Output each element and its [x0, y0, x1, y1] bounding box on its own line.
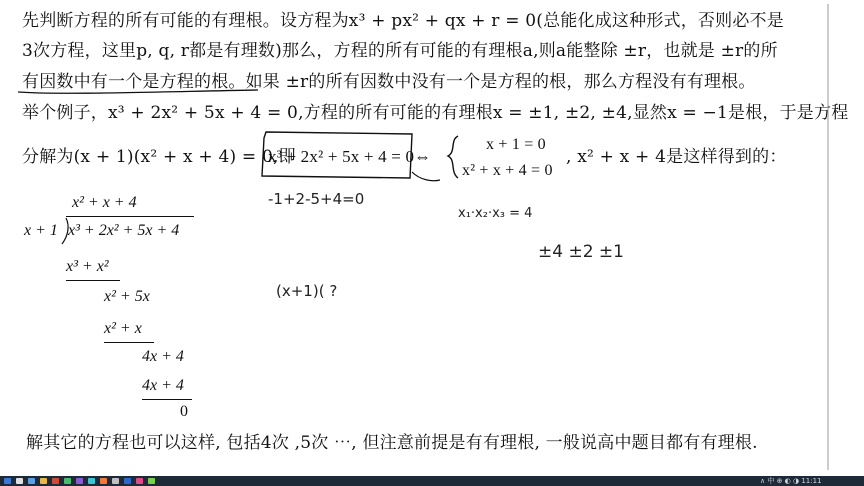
handwritten-check: -1+2-5+4=0	[268, 190, 365, 208]
app-icon-gray[interactable]	[112, 478, 119, 484]
app-icon-blue[interactable]	[124, 478, 131, 484]
app-icon-cyan[interactable]	[88, 478, 95, 484]
browser-icon[interactable]	[28, 478, 35, 484]
pen-connector	[412, 172, 440, 181]
app-icon-red[interactable]	[52, 478, 59, 484]
paragraph-line-1: 先判断方程的所有可能的有理根。设方程为x³ + px² + qx + r = 0(总能化成这种形式，否则必不是	[22, 11, 784, 31]
handwritten-factor-attempt: (x+1)( ?	[276, 282, 338, 300]
division-step-2: x² + x	[104, 320, 142, 337]
pen-underline	[18, 90, 258, 93]
handwritten-vieta: x₁·x₂·x₃ = 4	[458, 206, 533, 221]
folder-icon[interactable]	[40, 478, 47, 484]
paragraph-line-5-start: 分解为(x + 1)(x² + x + 4) = 0,即	[22, 147, 296, 167]
pen-box	[262, 132, 415, 178]
paragraph-line-3: 有因数中有一个是方程的根。如果 ±r的所有因数中没有一个是方程的根，那么方程没有有理根。	[22, 72, 756, 92]
app-icon-pink[interactable]	[136, 478, 143, 484]
handwritten-factors: ±4 ±2 ±1	[538, 242, 624, 262]
app-icon-orange[interactable]	[100, 478, 107, 484]
taskbar-clock[interactable]: ∧ 中 ⊕ ◐ ◑ 11:11	[760, 477, 822, 485]
division-bracket	[62, 218, 68, 244]
app-icon-purple[interactable]	[76, 478, 83, 484]
system-brace	[448, 136, 458, 178]
division-dividend: x³ + 2x² + 5x + 4	[68, 222, 180, 239]
paragraph-line-4: 举个例子，x³ + 2x² + 5x + 4 = 0,方程的所有可能的有理根x = ±1, ±2, ±4,显然x = −1是根，于是方程	[22, 103, 849, 123]
start-icon[interactable]	[4, 478, 11, 484]
equivalence-arrow: ⇔	[414, 147, 432, 166]
app-icon-green[interactable]	[64, 478, 71, 484]
division-remainder-1: x² + 5x	[104, 288, 150, 305]
app-icon-lime[interactable]	[148, 478, 155, 484]
division-final-remainder: 0	[180, 403, 188, 420]
division-step-3: 4x + 4	[142, 377, 184, 394]
division-remainder-2: 4x + 4	[142, 348, 184, 365]
division-divisor: x + 1	[24, 222, 58, 239]
conclusion-text: 解其它的方程也可以这样, 包括4次 ,5次 ⋯, 但注意前提是有有理根, 一般说高中题目都有有理根.	[26, 433, 758, 453]
system-equation-2: x² + x + 4 = 0	[462, 162, 553, 179]
paragraph-line-5-end: , x² + x + 4是这样得到的：	[566, 147, 787, 167]
paragraph-line-2: 3次方程，这里p, q, r都是有理数)那么，方程的所有可能的有理根a,则a能整除 ±r，也就是 ±r的所	[22, 41, 778, 61]
search-icon[interactable]	[16, 478, 23, 484]
boxed-equation: x³ + 2x² + 5x + 4 = 0	[268, 147, 415, 166]
division-step-1: x³ + x²	[66, 258, 109, 275]
system-equation-1: x + 1 = 0	[486, 136, 546, 153]
division-quotient: x² + x + 4	[72, 194, 137, 211]
